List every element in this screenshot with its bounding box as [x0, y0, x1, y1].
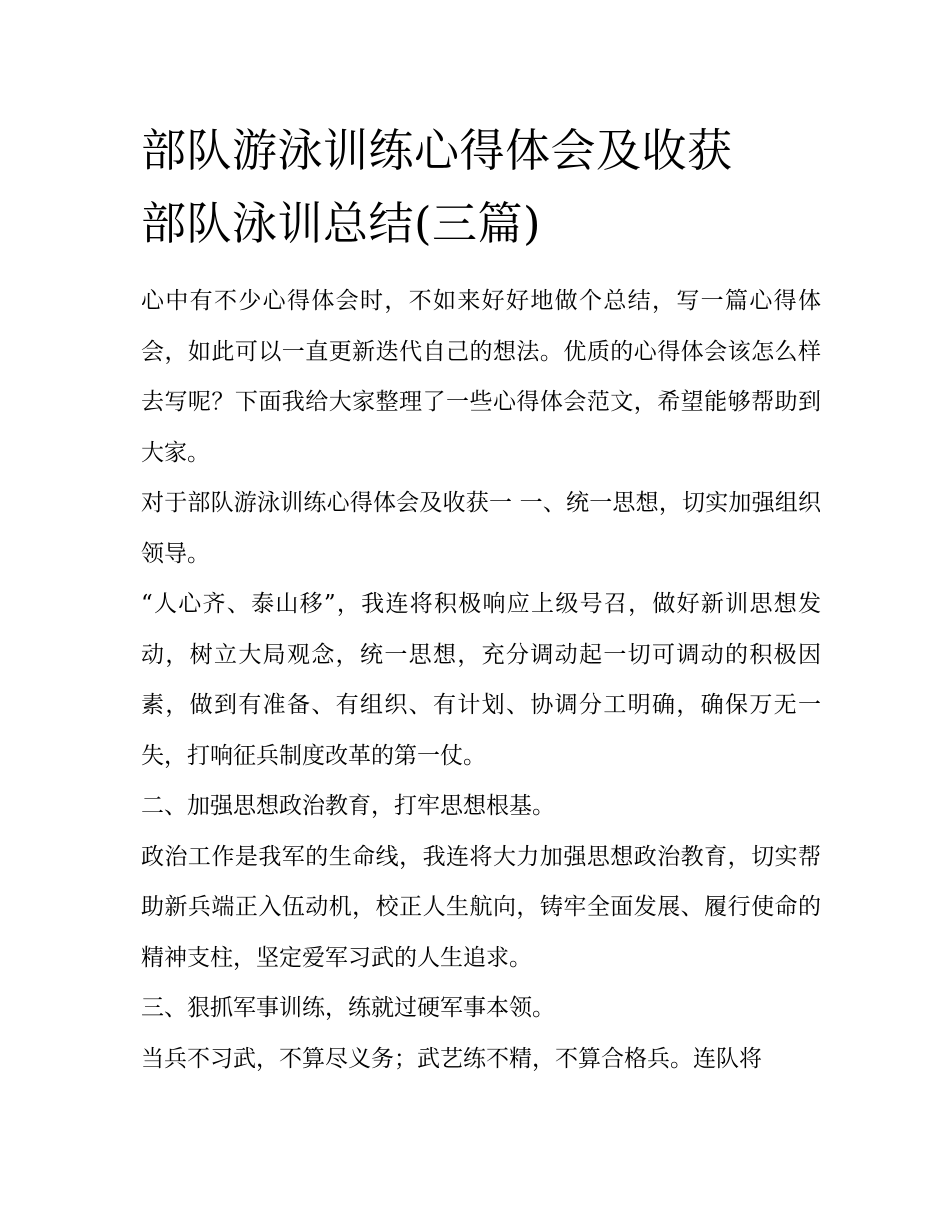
- title-spacer: [141, 260, 821, 276]
- paragraph-section-2-heading: 二、加强思想政治教育，打牢思想根基。: [141, 793, 555, 819]
- paragraph-intro: 心中有不少心得体会时，不如来好好地做个总结，写一篇心得体会，如此可以一直更新迭代自己的想法。优质的心得体会该怎么样去写呢？下面我给大家整理了一些心得体会范文，希望能够帮助到大家。: [141, 288, 821, 466]
- title-line-1: 部队游泳训练心得体会及收获: [141, 124, 733, 177]
- paragraph-section-1-heading: 对于部队游泳训练心得体会及收获一 一、统一思想，切实加强组织领导。: [141, 490, 821, 567]
- paragraph-section-3-body: 当兵不习武，不算尽义务；武艺练不精，不算合格兵。连队将: [141, 1045, 762, 1072]
- document-body: [141, 114, 821, 1084]
- title-line-2: 部队泳训总结(三篇): [141, 197, 542, 250]
- paragraph-section-2-body: 政治工作是我军的生命线，我连将大力加强思想政治教育，切实帮助新兵端正入伍动机，校正人生航向，铸牢全面发展、履行使命的精神支柱，坚定爱军习武的人生追求。: [141, 843, 821, 971]
- paragraph-section-3-heading: 三、狠抓军事训练，练就过硬军事本领。: [141, 995, 555, 1021]
- paragraph-section-1-body: “人心齐、泰山移”，我连将积极响应上级号召，做好新训思想发动，树立大局观念，统一思想，充分调动起一切可调动的积极因素，做到有准备、有组织、有计划、协调分工明确，确保万无一失，打响征兵制度改革的第一仗。: [141, 591, 821, 769]
- document-title: [141, 114, 821, 260]
